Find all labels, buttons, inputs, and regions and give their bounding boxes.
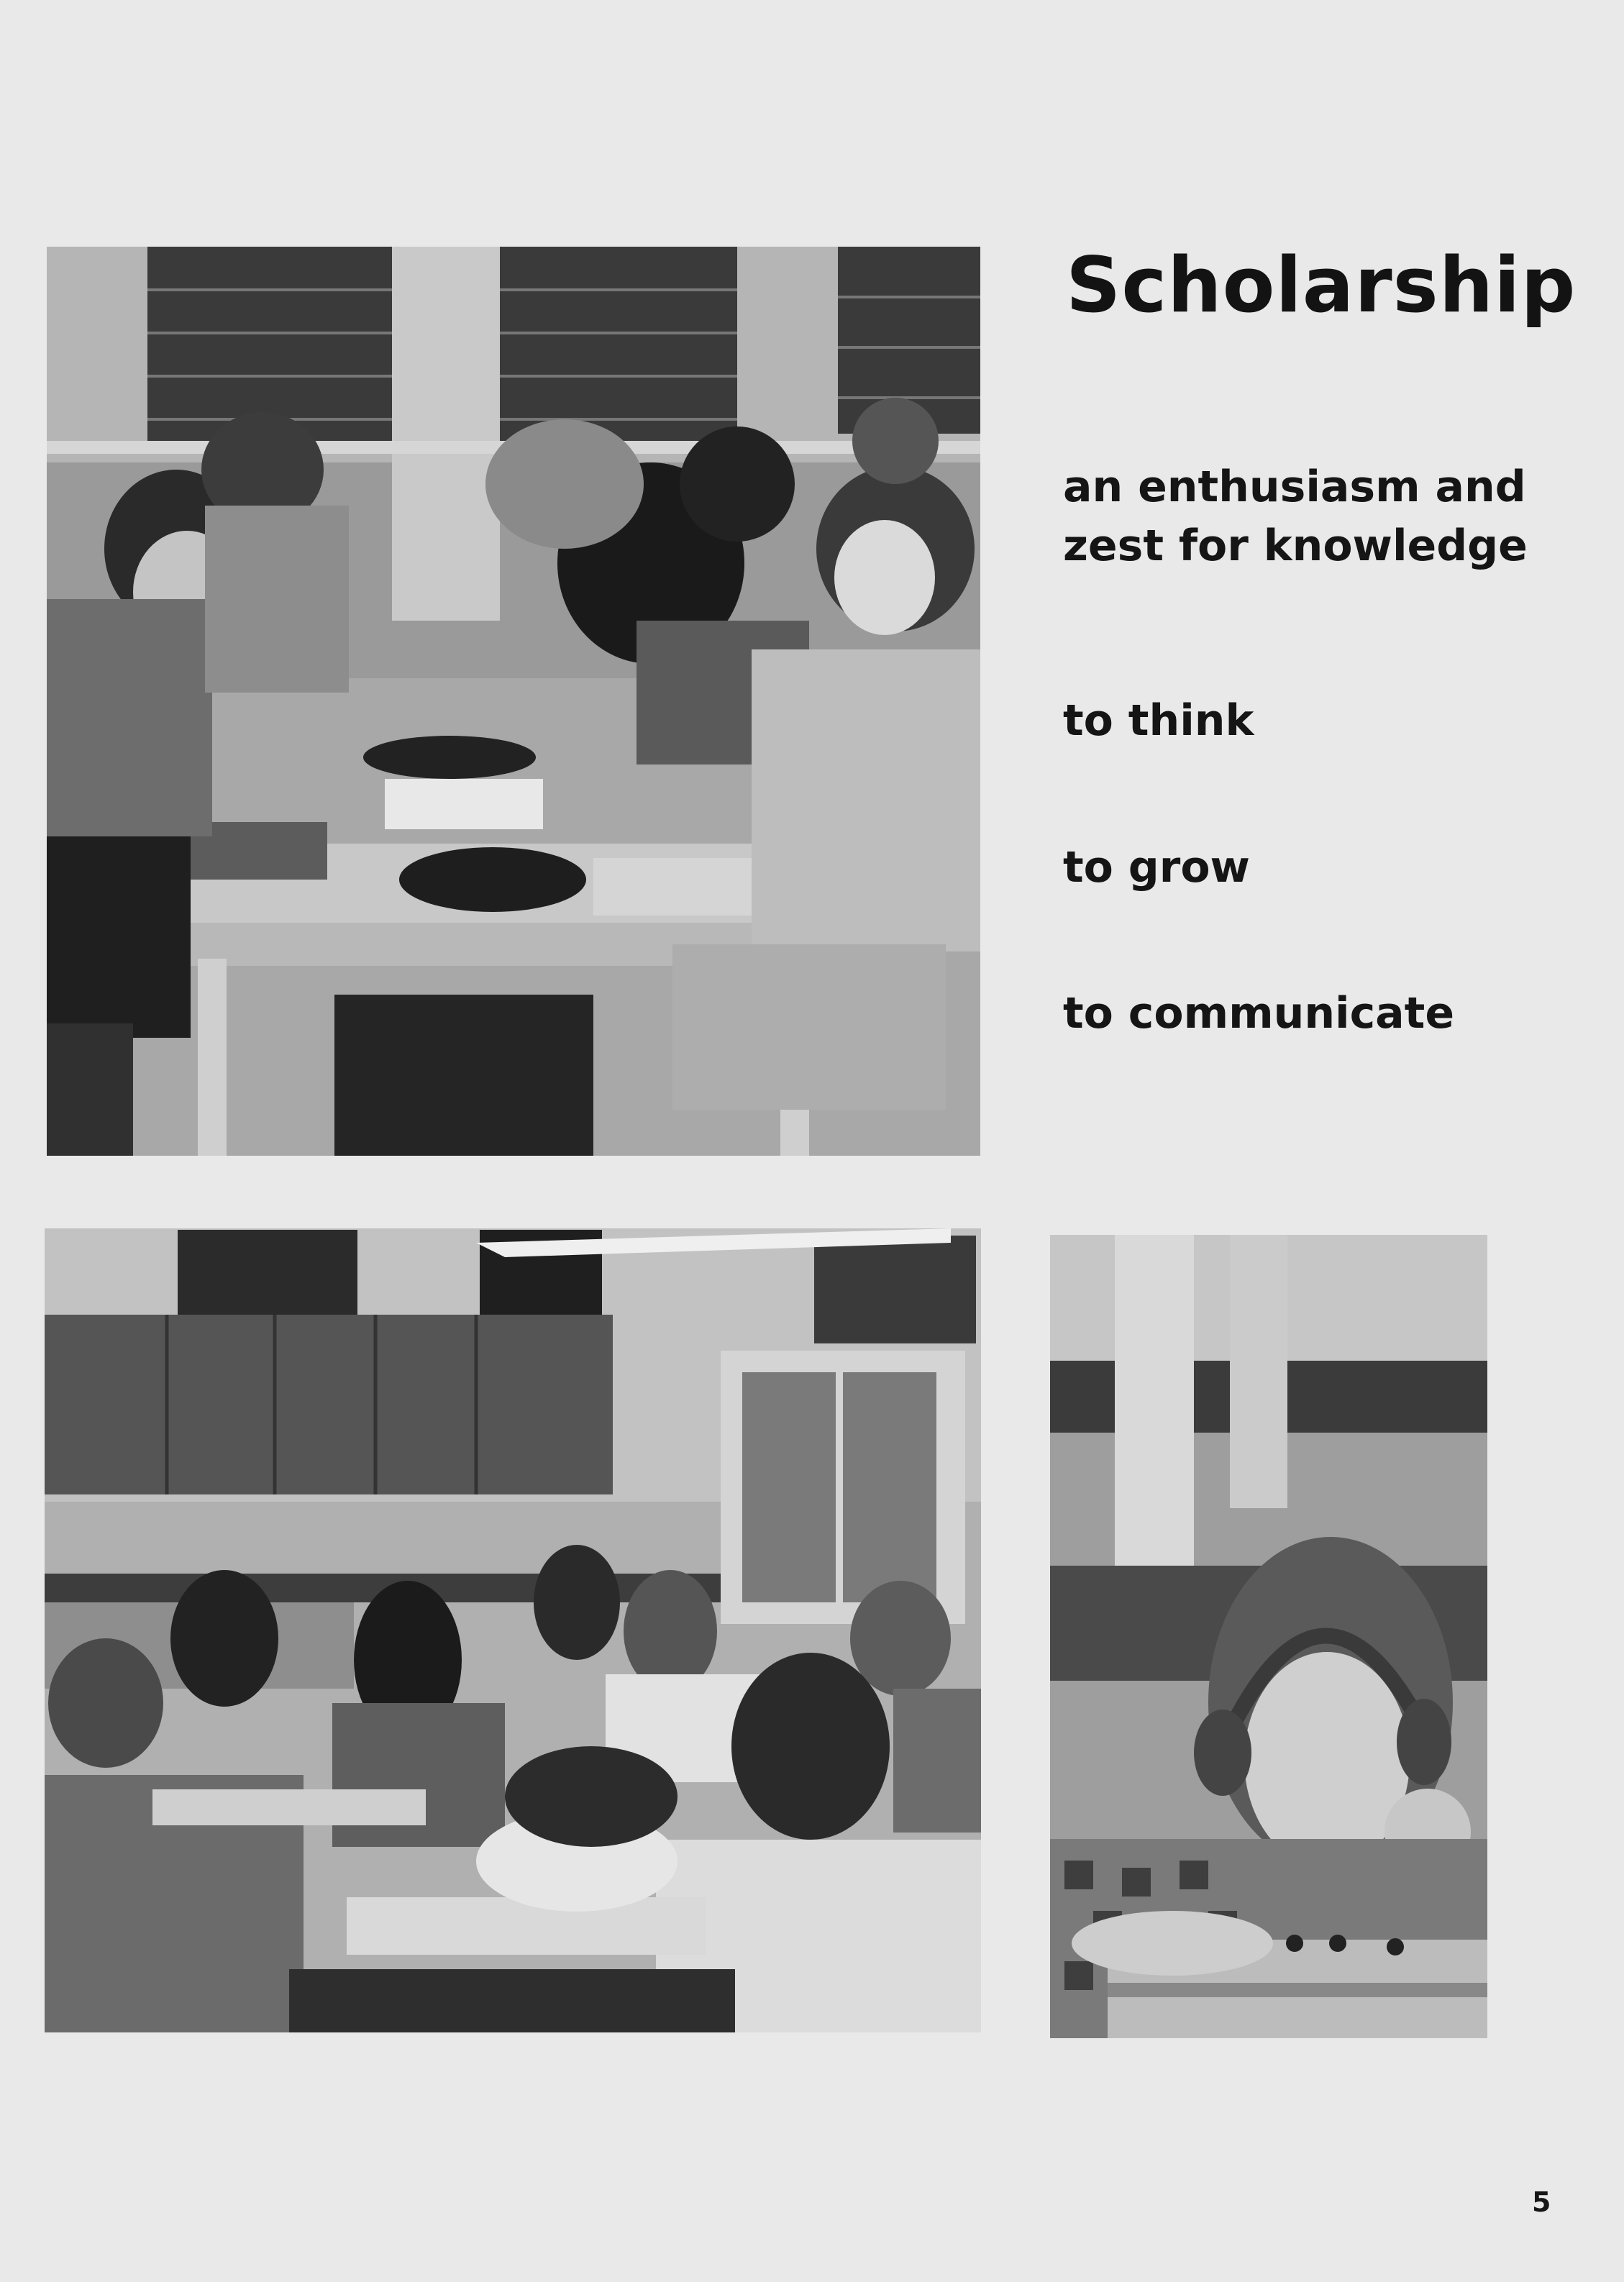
photo-science-classroom [45,1228,981,2032]
tagline-think: to think [1063,695,1254,746]
tagline-grow: to grow [1063,842,1250,893]
library-photo-image [47,247,980,1156]
page-title: Scholarship [1066,241,1577,329]
page-number: 5 [1532,2186,1551,2218]
classroom-photo-image [45,1228,981,2032]
tagline-communicate: to communicate [1063,988,1455,1039]
headphones-photo-image [1050,1235,1487,2038]
tagline-enthusiasm: an enthusiasm and zest for knowledge [1063,462,1528,571]
photo-student-headphones [1050,1235,1487,2038]
photo-library-study [47,247,980,1156]
